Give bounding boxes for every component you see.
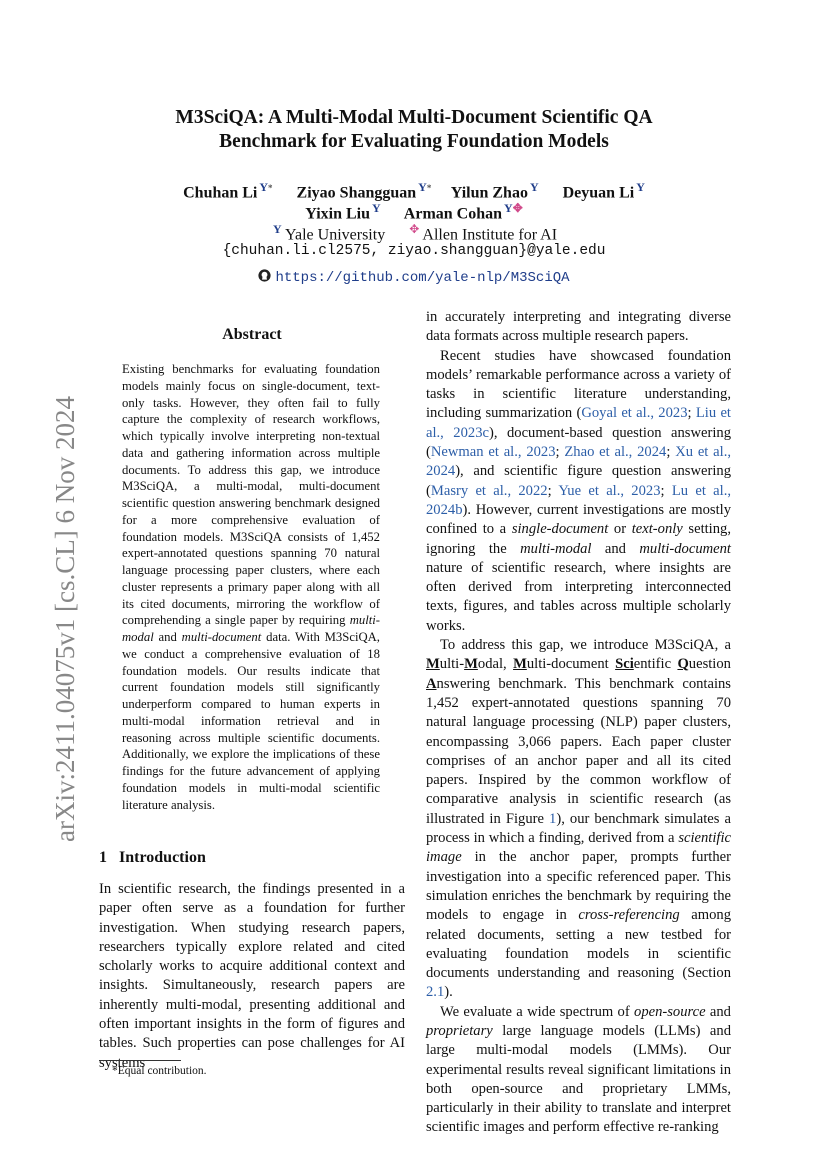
yale-icon: Y (636, 180, 645, 194)
arxiv-id-text: arXiv:2411.04075v1 [cs.CL] 6 Nov 2024 (50, 396, 80, 842)
yale-icon: Y (418, 180, 427, 194)
author-name: Deyuan Li (562, 184, 635, 202)
author-name: Chuhan Li (183, 184, 258, 202)
right-paragraph-1: in accurately interpreting and integrating diverse data formats across multiple research papers. (426, 309, 731, 345)
yale-icon: Y (372, 201, 381, 215)
intro-left-column (99, 880, 405, 1073)
title-line-2: Benchmark for Evaluating Foundation Models (219, 131, 609, 152)
equal-contribution-mark: * (268, 183, 273, 193)
github-link[interactable]: https://github.com/yale-nlp/M3SciQA (275, 270, 570, 286)
author-name: Ziyao Shangguan (296, 184, 417, 202)
author-emails: {chuhan.li.cl2575, ziyao.shangguan}@yale.edu (222, 243, 606, 259)
equal-contribution-mark: * (426, 183, 432, 193)
affiliation-ai2: Allen Institute for AI (422, 226, 558, 244)
yale-icon: Y (529, 180, 539, 194)
affiliations (0, 222, 828, 244)
yale-icon: Y (259, 180, 269, 194)
intro-right-column (426, 308, 731, 1138)
arxiv-identifier (28, 370, 88, 850)
abstract-body: Existing benchmarks for evaluating foundation models mainly focus on single-document, text-only tasks. However, they often fail to fully capture the complexity of research workflows, which typically involve interpreting non-textual data and gathering information across multiple documents. To address this gap, we introduce M3SciQA, a multi-modal, multi-document scientific question answering benchmark designed for a more comprehensive evaluation of foundation models. M3SciQA consists of 1,452 expert-annotated questions spanning 70 natural language processing paper clusters, where each cluster represents a primary paper along with all its cited documents, mirroring the workflow of comprehending a single paper by requiring multi-modal and multi-document data. With M3SciQA, we conduct a comprehensive evaluation of 18 foundation models. Our results indicate that current foundation models still significantly underperform compared to human experts in multi-modal information retrieval and in reasoning across multiple scientific documents. Additionally, we explore the implications of these findings for the future advancement of applying foundation models in multi-modal scientific literature analysis. (122, 362, 380, 812)
intro-paragraph-1: In scientific research, the findings presented in a paper often serve as a foundation for further investigation. When studying research papers, researchers typically explore related and cited scholarly works to acquire additional context and insights. Simultaneously, research papers are inherently multi-modal, presenting additional and often important insights in the form of figures and tables. Such properties can pose challenges for AI systems (99, 881, 405, 1071)
authors-line-1 (0, 180, 828, 202)
footnote-rule (99, 1060, 181, 1061)
author-name: Yilun Zhao (450, 184, 528, 202)
yale-icon: Y (504, 201, 513, 215)
author-name: Yixin Liu (305, 205, 370, 223)
right-paragraph-2: Recent studies have showcased foundation models’ remarkable performance across a variety of tasks in scientific literature understanding, including summarization (Goyal et al., 2023; Liu et al., 2023c), document-based question answering (Newman et al., 2023; Zhao et al., 2024; Xu et al., 2024), and scientific figure question answering (Masry et al., 2022; Yue et al., 2023; Lu et al., 2024b). However, current investigations are mostly confined to a single-document or text-only setting, ignoring the multi-modal and multi-document nature of scientific research, where insights are often derived from interpreting interconnected texts, figures, and tables across multiple scholarly works. (426, 347, 731, 634)
authors-line-2 (0, 201, 828, 223)
author-name: Arman Cohan (403, 205, 503, 223)
paper-title (0, 106, 828, 154)
section-heading-introduction: 1 Introduction (99, 849, 206, 866)
right-paragraph-3: To address this gap, we introduce M3SciQA, a Multi-Modal, Multi-document Scientific Question Answering benchmark. This benchmark contains 1,452 expert-annotated questions spanning 70 natural language processing (NLP) paper clusters, encompassing 3,066 papers. Each paper cluster comprises of an anchor paper and all its cited papers. Inspired by the common workflow of comparative analysis in scientific research (as illustrated in Figure 1), our benchmark simulates a process in which a finding, derived from a scientific image in the anchor paper, prompts further investigation into a specific referenced paper. This simulation enriches the benchmark by requiring the models to engage in cross-referencing among related documents, setting a new testbed for evaluating foundation models in scientific documents understanding and reasoning (Section 2.1). (426, 637, 731, 1001)
abstract-heading: Abstract (222, 326, 282, 343)
title-line-1: M3SciQA: A Multi-Modal Multi-Document Scientific QA (175, 107, 653, 128)
github-icon (258, 268, 275, 285)
ai2-logo-icon: ✥ (409, 222, 420, 236)
github-link-row (0, 268, 828, 286)
right-paragraph-4: We evaluate a wide spectrum of open-source and proprietary large language models (LLMs) and large multi-modal models (LMMs). Our experimental results reveal significant limitations in both open-source and proprietary LMMs, particularly in their ability to translate and interpret scientific images and perform effective re-ranking (426, 1003, 731, 1136)
footnote: *Equal contribution. (112, 1065, 207, 1077)
yale-icon: Y (272, 222, 282, 236)
affiliation-yale: Yale University (285, 226, 386, 244)
ai2-logo-icon: ✥ (512, 201, 523, 215)
